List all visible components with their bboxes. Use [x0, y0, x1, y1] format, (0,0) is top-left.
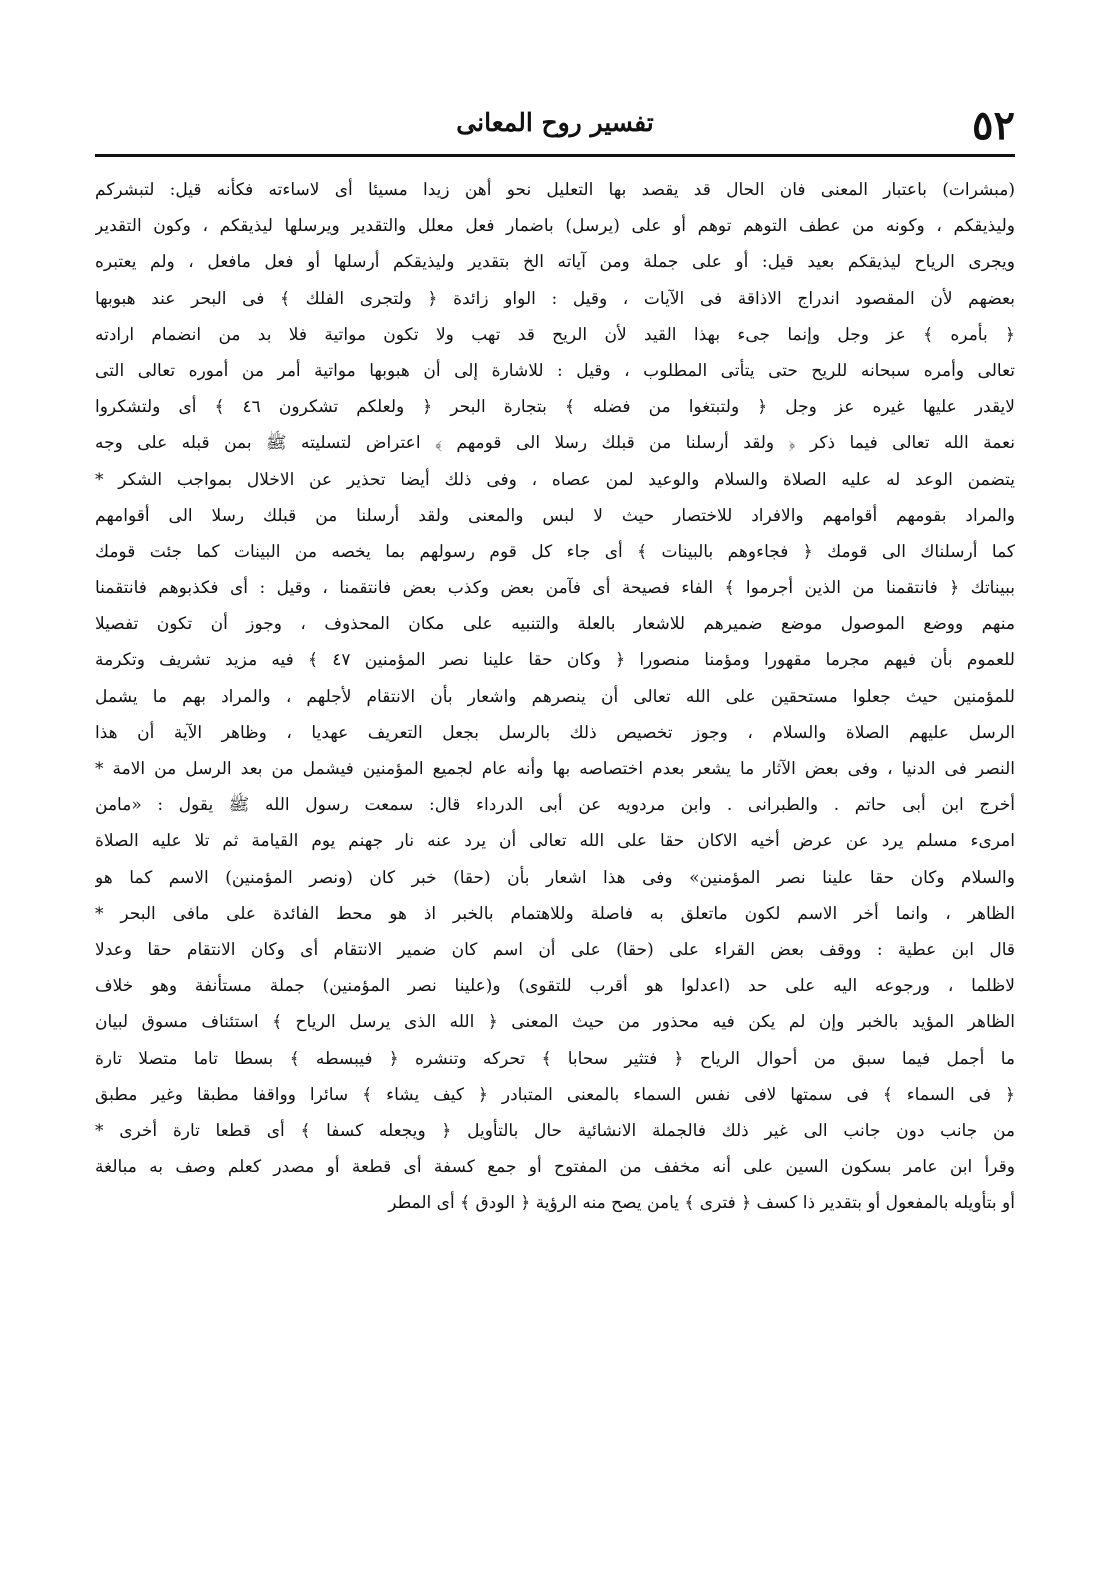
text-line: والمراد بقومهم أقوامهم والافراد للاختصار حيث لا لبس والمعنى ولقد أرسلنا من قبلك رسلا الى أقوامهم: [95, 505, 1015, 526]
text-line: للعموم بأن فيهم مجرما مقهورا ومؤمنا منصورا ﴿ وكان حقا علينا نصر المؤمنين ٤٧ ﴾ فيه مزيد تشريف وتكرمة: [95, 650, 1015, 671]
text-line: من جانب دون جانب الى غير ذلك فالجملة الانشائية حال بالتأويل ﴿ ويجعله كسفا ﴾ أى قطعا تارة أخرى *: [95, 1120, 1015, 1141]
text-line: قال ابن عطية : ووقف بعض القراء على (حقا) على أن اسم كان ضمير الانتقام أى وكان الانتقام حقا وعدلا: [95, 939, 1015, 960]
text-line: ﴿ فى السماء ﴾ فى سمتها لافى نفس السماء بالمعنى المتبادر ﴿ كيف يشاء ﴾ سائرا وواقفا مطبقا وغير مطبق: [95, 1084, 1015, 1105]
text-line: وليذيقكم ، وكونه من عطف التوهم توهم أو على (يرسل) باضمار فعل معلل والتقدير ويرسلها ليذيقكم ، وكون التقدير: [95, 216, 1015, 237]
text-line: أخرج ابن أبى حاتم . والطبرانى . وابن مردويه عن أبى الدرداء قال: سمعت رسول الله ﷺ يقول : «مامن: [95, 795, 1015, 816]
page-number: ٥٢: [972, 102, 1015, 149]
text-line: يتضمن الوعد له عليه الصلاة والسلام والوعيد لمن عصاه ، وفى ذلك أيضا تحذير عن الاخلال بمواجب الشكر *: [95, 469, 1015, 490]
text-line: الرسل عليهم الصلاة والسلام ، وجوز تخصيص ذلك بالرسل بجعل التعريف عهديا ، وظاهر الآية أن هذا: [95, 722, 1015, 743]
text-line: كما أرسلناك الى قومك ﴿ فجاءوهم بالبينات ﴾ أى جاء كل قوم رسولهم بما يخصه من البينات كما جئت قومك: [95, 541, 1015, 562]
text-line: أو بتأويله بالمفعول أو بتقدير ذا كسف ﴿ فترى ﴾ يامن يصح منه الرؤية ﴿ الودق ﴾ أى المطر: [388, 1193, 1015, 1214]
text-line: الظاهر ، وانما أخر الاسم لكون ماتعلق به فاصلة وللاهتمام بالخبر اذ هو محط الفائدة على مافى البحر *: [95, 903, 1015, 924]
text-line: النصر فى الدنيا ، وفى بعض الآثار ما يشعر بعدم اختصاصه بها وأنه عام لجميع المؤمنين فيشمل من بعد الرسل من الامة *: [95, 759, 1015, 779]
body-text: [95, 172, 1015, 1221]
text-line: بعضهم لأن المقصود اندراج الاذاقة فى الآيات ، وقيل : الواو زائدة ﴿ ولتجرى الفلك ﴾ فى البحر عند هبوبها: [95, 288, 1015, 309]
text-line: لاظلما ، ورجوعه اليه على حد (اعدلوا هو أقرب للتقوى) و(علينا نصر المؤمنين) جملة مستأنفة وهو خلاف: [95, 976, 1015, 997]
running-title: تفسير روح المعانى: [456, 108, 654, 137]
text-line: ما أجمل فيما سبق من أحوال الرياح ﴿ فتثير سحابا ﴾ تحركه وتنشره ﴿ فيبسطه ﴾ بسطا تاما متصلا تارة: [95, 1048, 1015, 1069]
text-line: امرىء مسلم يرد عن عرض أخيه الاكان حقا على الله تعالى أن يرد عنه نار جهنم يوم القيامة ثم تلا عليه الصلاة: [95, 831, 1015, 852]
text-line: لايقدر عليها غيره عز وجل ﴿ ولتبتغوا من فضله ﴾ بتجارة البحر ﴿ ولعلكم تشكرون ٤٦ ﴾ أى ولتشكروا: [95, 397, 1015, 418]
text-line: ببيناتك ﴿ فانتقمنا من الذين أجرموا ﴾ الفاء فصيحة أى فآمن بعض وكذب بعض فانتقمنا ، وقيل : أى فكذبوهم فانتقمنا: [95, 578, 1015, 599]
text-line: ﴿ بأمره ﴾ عز وجل وإنما جىء بهذا القيد لأن الريح قد تهب ولا تكون مواتية فلا بد من انضمام ارادته: [95, 324, 1015, 345]
text-line: تعالى وأمره سبحانه للريح حتى يتأتى المطلوب ، وقيل : للاشارة إلى أن هبوبها مواتية أمر من أموره تعالى التى: [95, 360, 1015, 381]
text-line: وقرأ ابن عامر بسكون السين على أنه مخفف من المفتوح أو جمع كسفة أى قطعة أو مصدر كعلم وصف به مبالغة: [95, 1157, 1015, 1178]
text-line: (مبشرات) باعتبار المعنى فان الحال قد يقصد بها التعليل نحو أهن زيدا مسيئا أى لاساءته فكأنه قيل: لتبشركم: [95, 180, 1015, 200]
text-line: للمؤمنين حيث جعلوا مستحقين على الله تعالى أن ينصرهم واشعار بأن الانتقام لأجلهم ، والمراد بهم ما يشمل: [95, 686, 1015, 707]
page-header: [95, 100, 1015, 152]
text-line: الظاهر المؤيد بالخبر وإن لم يكن فيه محذور من حيث المعنى ﴿ الله الذى يرسل الرياح ﴾ استئناف مسوق لبيان: [95, 1012, 1015, 1033]
text-line: ويجرى الرياح ليذيقكم بعيد قيل: أو على جملة ومن آياته الخ بتقدير وليذيقكم أرسلها أو فعل مافعل ، ولم يعتبره: [95, 252, 1015, 273]
text-line: نعمة الله تعالى فيما ذكر ﴿ ولقد أرسلنا من قبلك رسلا الى قومهم ﴾ اعتراض لتسليته ﷺ بمن قبله على وجه: [95, 433, 1015, 454]
header-rule: [95, 154, 1015, 157]
text-line: والسلام وكان حقا علينا نصر المؤمنين» وفى هذا اشعار بأن (حقا) خبر كان (ونصر المؤمنين) الاسم كما هو: [95, 867, 1015, 888]
text-line: منهم ووضع الموصول موضع ضميرهم للاشعار بالعلة والتنبيه على مكان المحذوف ، وجوز أن تكون تفصيلا: [95, 614, 1015, 635]
